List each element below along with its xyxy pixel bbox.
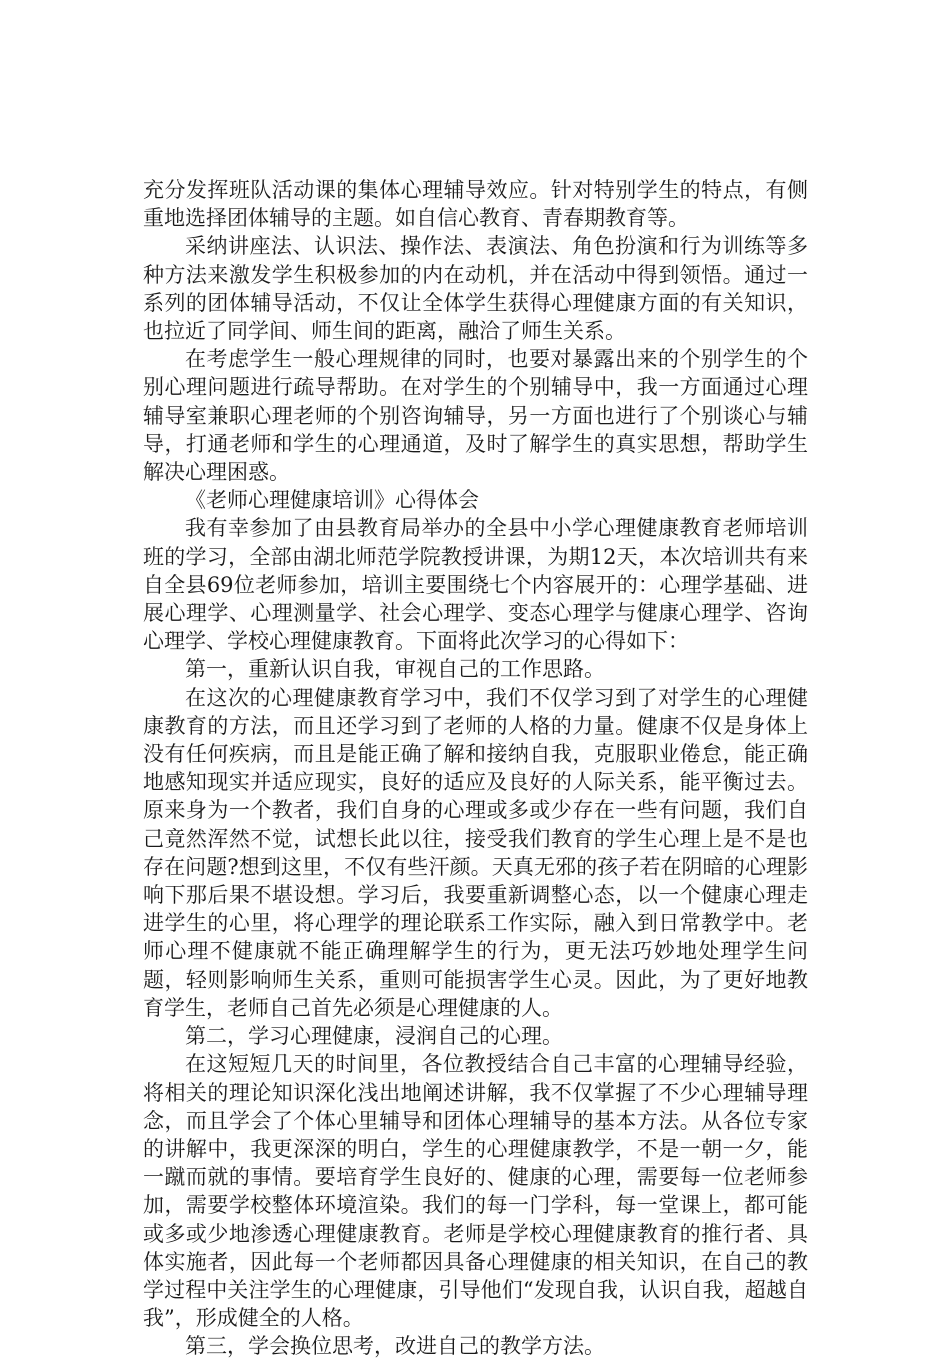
paragraph-3: 在考虑学生一般心理规律的同时，也要对暴露出来的个别学生的个别心理问题进行疏导帮助。在对学生的个别辅导中，我一方面通过心理辅导室兼职心理老师的个别咨询辅导，另一方面也进行了个别谈心与辅导，打通老师和学生的心理通道，及时了解学生的真实思想，帮助学生解决心理困惑。 bbox=[143, 347, 808, 485]
paragraph-5: 在这次的心理健康教育学习中，我们不仅学习到了对学生的心理健康教育的方法，而且还学习到了老师的人格的力量。健康不仅是身体上没有任何疾病，而且是能正确了解和接纳自我，克服职业倦怠，能正确地感知现实并适应现实，良好的适应及良好的人际关系，能平衡过去。原来身为一个教者，我们自身的心理或多或少存在一些有问题，我们自己竟然浑然不觉，试想长此以往，接受我们教育的学生心理上是不是也存在问题?想到这里，不仅有些汗颜。天真无邪的孩子若在阴暗的心理影响下那后果不堪设想。学习后，我要重新调整心态，以一个健康心理走进学生的心里，将心理学的理论联系工作实际，融入到日常教学中。老师心理不健康就不能正确理解学生的行为，更无法巧妙地处理学生问题，轻则影响师生关系，重则可能损害学生心灵。因此，为了更好地教育学生，老师自己首先必须是心理健康的人。 bbox=[143, 685, 808, 1020]
heading-second: 第二，学习心理健康，浸润自己的心理。 bbox=[185, 1024, 563, 1049]
paragraph-2: 采纳讲座法、认识法、操作法、表演法、角色扮演和行为训练等多种方法来激发学生积极参加的内在动机，并在活动中得到领悟。通过一系列的团体辅导活动，不仅让全体学生获得心理健康方面的有关知识，也拉近了同学间、师生间的距离，融洽了师生关系。 bbox=[143, 234, 808, 344]
paragraph-6: 在这短短几天的时间里，各位教授结合自己丰富的心理辅导经验，将相关的理论知识深化浅出地阐述讲解，我不仅掌握了不少心理辅导理念，而且学会了个体心里辅导和团体心理辅导的基本方法。从各位专家的讲解中，我更深深的明白，学生的心理健康教学，不是一朝一夕，能一蹴而就的事情。要培育学生良好的、健康的心理，需要每一位老师参加，需要学校整体环境渲染。我们的每一门学科，每一堂课上，都可能或多或少地渗透心理健康教育。老师是学校心理健康教育的推行者、具体实施者，因此每一个老师都因具备心理健康的相关知识，在自己的教学过程中关注学生的心理健康，引导他们“发现自我，认识自我，超越自我”，形成健全的人格。 bbox=[143, 1052, 808, 1331]
paragraph-1: 充分发挥班队活动课的集体心理辅导效应。针对特别学生的特点，有侧重地选择团体辅导的主题。如自信心教育、青春期教育等。 bbox=[143, 178, 808, 231]
heading-first: 第一，重新认识自我，审视自己的工作思路。 bbox=[185, 657, 605, 682]
heading-third: 第三，学会换位思考，改进自己的教学方法。 bbox=[185, 1334, 605, 1359]
document-body bbox=[143, 176, 808, 1361]
section-title: 《老师心理健康培训》心得体会 bbox=[185, 488, 479, 513]
paragraph-4: 我有幸参加了由县教育局举办的全县中小学心理健康教育老师培训班的学习，全部由湖北师范学院教授讲课，为期12天，本次培训共有来自全县69位老师参加，培训主要围绕七个内容展开的：心理学基础、进展心理学、心理测量学、社会心理学、变态心理学与健康心理学、咨询心理学、学校心理健康教育。下面将此次学习的心得如下： bbox=[143, 516, 808, 654]
